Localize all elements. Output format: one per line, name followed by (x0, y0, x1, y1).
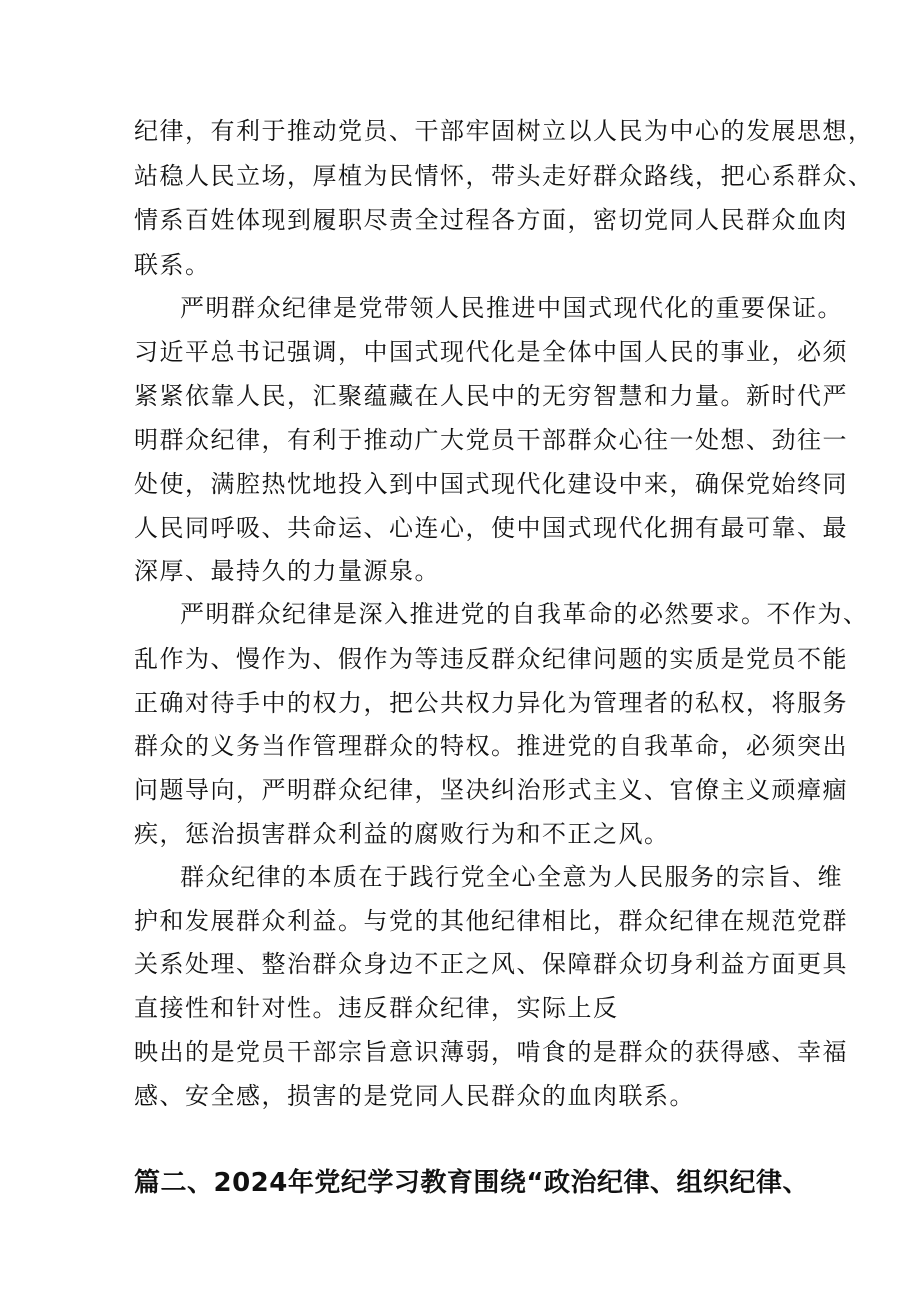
text-line: 联系。 (134, 251, 211, 279)
text-line: 紧紧依靠人民，汇聚蕴藏在人民中的无穷智慧和力量。新时代严 (134, 382, 848, 410)
text-line: 护和发展群众利益。与党的其他纪律相比，群众纪律在规范党群 (134, 907, 848, 935)
text-line: 问题导向，严明群众纪律，坚决纠治形式主义、官僚主义顽瘴痼 (134, 776, 848, 804)
text-line: 站稳人民立场，厚植为民情怀，带头走好群众路线，把心系群众、 (134, 162, 874, 190)
text-line: 处使，满腔热忱地投入到中国式现代化建设中来，确保党始终同 (134, 470, 848, 498)
text-line: 正确对待手中的权力，把公共权力异化为管理者的私权，将服务 (134, 689, 848, 717)
text-line: 深厚、最持久的力量源泉。 (134, 557, 440, 585)
paragraph-first-line: 群众纪律的本质在于践行党全心全意为人民服务的宗旨、维 (180, 863, 843, 891)
text-line: 乱作为、慢作为、假作为等违反群众纪律问题的实质是党员不能 (134, 645, 848, 673)
text-line: 关系处理、整治群众身边不正之风、保障群众切身利益方面更具 (134, 950, 848, 978)
text-line: 映出的是党员干部宗旨意识薄弱，啃食的是群众的获得感、幸福 (134, 1038, 848, 1066)
paragraph-first-line: 严明群众纪律是党带领人民推进中国式现代化的重要保证。 (180, 294, 843, 322)
text-line: 感、安全感，损害的是党同人民群众的血肉联系。 (134, 1082, 695, 1110)
text-line: 直接性和针对性。违反群众纪律，实际上反 (134, 994, 619, 1022)
text-line: 人民同呼吸、共命运、心连心，使中国式现代化拥有最可靠、最 (134, 514, 848, 542)
text-line: 明群众纪律，有利于推动广大党员干部群众心往一处想、劲往一 (134, 426, 848, 454)
text-line: 疾，惩治损害群众利益的腐败行为和不正之风。 (134, 820, 670, 848)
section-heading: 篇二、2024年党纪学习教育围绕“政治纪律、组织纪律、 (134, 1168, 809, 1198)
text-line: 群众的义务当作管理群众的特权。推进党的自我革命，必须突出 (134, 732, 848, 760)
paragraph-first-line: 严明群众纪律是深入推进党的自我革命的必然要求。不作为、 (180, 600, 869, 628)
text-line: 纪律，有利于推动党员、干部牢固树立以人民为中心的发展思想， (134, 117, 874, 145)
text-line: 习近平总书记强调，中国式现代化是全体中国人民的事业，必须 (134, 338, 848, 366)
text-line: 情系百姓体现到履职尽责全过程各方面，密切党同人民群众血肉 (134, 206, 848, 234)
